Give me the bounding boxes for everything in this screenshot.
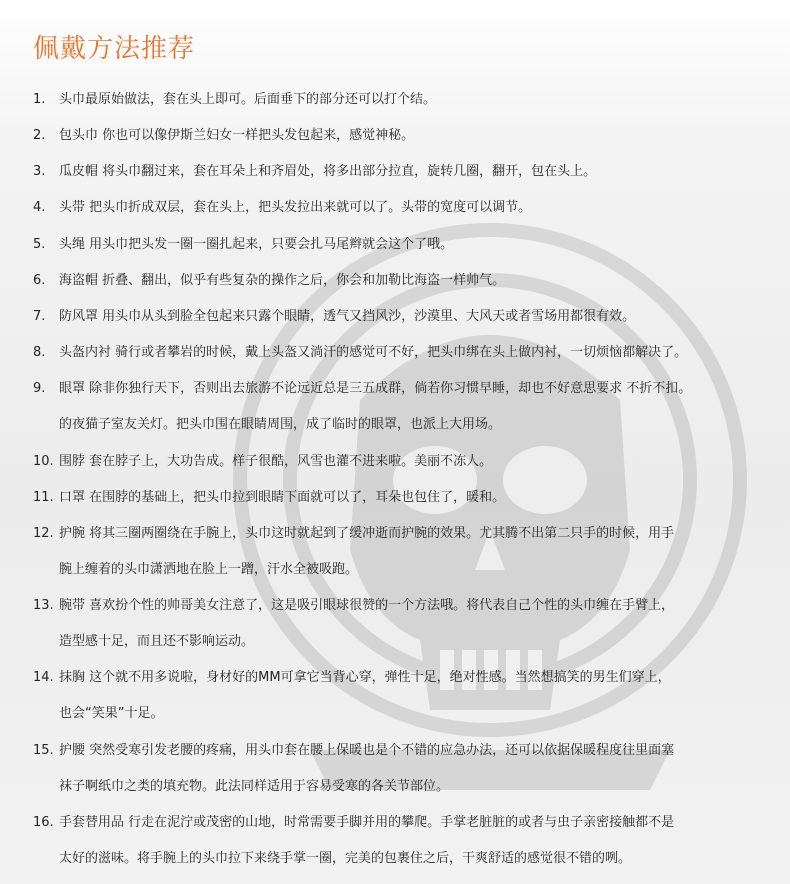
item-text: 护腰 突然受寒引发老腰的疼痛，用头巾套在腰上保暖也是个不错的应急办法，还可以依据保暖程度往里面塞	[59, 742, 675, 758]
item-text: 抹胸 这个就不用多说啦，身材好的MM可拿它当背心穿，弹性十足，绝对性感。当然想搞笑的男生们穿上，	[59, 670, 671, 686]
item-text-continued: 袜子啊纸巾之类的填充物。此法同样适用于容易受寒的各关节部位。	[59, 778, 450, 794]
list-item	[33, 371, 773, 443]
item-number: 15.	[33, 742, 54, 758]
list-item	[33, 733, 773, 805]
item-number: 8.	[33, 345, 46, 361]
item-text-continued: 造型感十足，而且还不影响运动。	[59, 634, 255, 650]
list-item	[33, 480, 773, 516]
list-item	[33, 660, 773, 732]
item-number: 9.	[33, 381, 46, 397]
item-number: 4.	[33, 200, 46, 216]
item-number: 12.	[33, 525, 54, 541]
list-item	[33, 588, 773, 660]
item-text: 头绳 用头巾把头发一圈一圈扎起来，只要会扎马尾辫就会这个了哦。	[59, 236, 454, 252]
item-number: 16.	[33, 815, 54, 830]
list-item	[33, 805, 773, 877]
item-text: 头带 把头巾折成双层，套在头上，把头发拉出来就可以了。头带的宽度可以调节。	[59, 200, 532, 216]
list-item	[33, 190, 773, 226]
item-number: 11.	[33, 489, 54, 505]
list-item	[33, 299, 773, 335]
item-number: 7.	[33, 308, 46, 324]
item-text-continued: 腕上缠着的头巾潇洒地在脸上一蹭，汗水全被吸跑。	[59, 561, 359, 577]
list-item	[33, 335, 773, 371]
item-number: 1.	[33, 92, 46, 107]
item-text: 围脖 套在脖子上，大功告成。样子很酷，风雪也灌不进来啦。美丽不冻人。	[59, 453, 493, 469]
item-text: 手套替用品 行走在泥泞或茂密的山地，时常需要手脚并用的攀爬。手掌老脏脏的或者与虫子亲密接触都不是	[59, 815, 675, 830]
list-item	[33, 444, 773, 480]
list-item	[33, 263, 773, 299]
item-number: 2.	[33, 128, 46, 144]
item-number: 10.	[33, 453, 54, 469]
item-text: 口罩 在围脖的基础上，把头巾拉到眼睛下面就可以了，耳朵也包住了，暖和。	[59, 489, 506, 505]
item-text: 海盗帽 折叠、翻出，似乎有些复杂的操作之后，你会和加勒比海盗一样帅气。	[59, 272, 506, 288]
item-text: 头巾最原始做法，套在头上即可。后面垂下的部分还可以打个结。	[59, 92, 437, 107]
item-text: 包头巾 你也可以像伊斯兰妇女一样把头发包起来，感觉神秘。	[59, 128, 415, 144]
item-text-continued: 也会“笑果”十足。	[59, 706, 164, 722]
item-number: 5.	[33, 236, 46, 252]
item-text: 防风罩 用头巾从头到脸全包起来只露个眼睛，透气又挡风沙，沙漠里、大风天或者雪场用都很有效。	[59, 308, 636, 324]
list-item	[33, 118, 773, 154]
item-text: 瓜皮帽 将头巾翻过来，套在耳朵上和齐眉处，将多出部分拉直，旋转几圈，翻开，包在头上。	[59, 164, 597, 180]
item-number: 13.	[33, 598, 54, 614]
item-number: 3.	[33, 164, 46, 180]
page-title: 佩戴方法推荐	[33, 34, 196, 64]
item-text: 眼罩 除非你独行天下，否则出去旅游不论远近总是三五成群，倘若你习惯早睡，却也不好意思要求 不折不扣。	[59, 381, 692, 397]
list-item	[33, 154, 773, 190]
list-item	[33, 227, 773, 263]
item-number: 14.	[33, 670, 54, 686]
item-text: 护腕 将其三圈两圈绕在手腕上，头巾这时就起到了缓冲逝而护腕的效果。尤其腾不出第二只手的时候，用手	[59, 525, 675, 541]
item-text: 头盔内衬 骑行或者攀岩的时候，戴上头盔又淌汗的感觉可不好，把头巾绑在头上做内衬，一切烦恼都解决了。	[59, 345, 688, 361]
item-text: 腕带 喜欢扮个性的帅哥美女注意了，这是吸引眼球很赞的一个方法哦。将代表自己个性的头巾缠在手臂上，	[59, 598, 675, 614]
item-text-continued: 的夜猫子室友关灯。把头巾围在眼睛周围，成了临时的眼罩，也派上大用场。	[59, 417, 502, 433]
item-text-continued: 太好的滋味。将手腕上的头巾拉下来绕手掌一圈，完美的包裹住之后，干爽舒适的感觉很不错的咧。	[59, 851, 632, 866]
item-number: 6.	[33, 272, 46, 288]
list-item	[33, 516, 773, 588]
list-item	[33, 82, 773, 118]
